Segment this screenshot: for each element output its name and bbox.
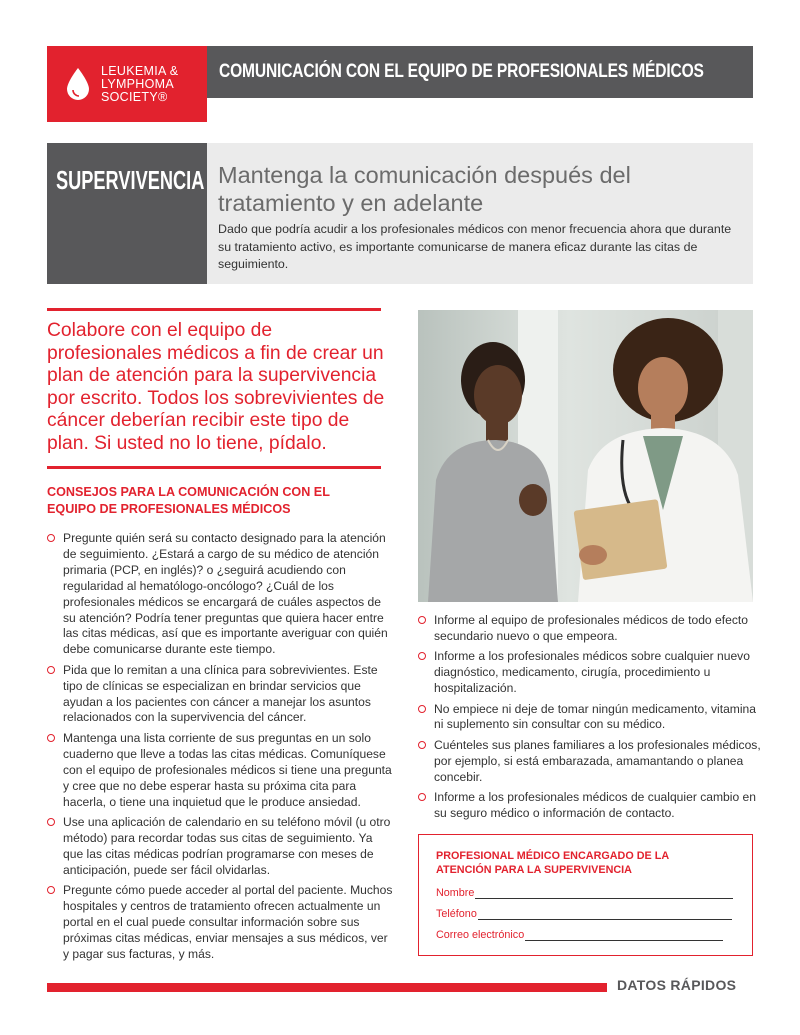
list-item <box>418 613 763 645</box>
header-bar <box>207 46 753 98</box>
divider <box>47 308 381 311</box>
email-line[interactable] <box>525 931 723 941</box>
email-field[interactable] <box>436 929 752 941</box>
phone-field[interactable] <box>436 908 752 920</box>
section-text: Dado que podría acudir a los profesionales médicos con menor frecuencia ahora que durante su tratamiento activo, es importante comunicarse de manera eficaz durante las citas de seguimiento. <box>218 222 732 271</box>
section-heading <box>218 161 753 217</box>
bullet-icon <box>47 734 55 742</box>
list-item <box>418 649 763 697</box>
field-label: Teléfono <box>436 908 477 920</box>
name-line[interactable] <box>475 889 733 899</box>
section-heading-line: Mantenga la comunicación después del <box>218 162 631 188</box>
bullet-icon <box>418 652 426 660</box>
intro-callout: Colabore con el equipo de profesionales médicos a fin de crear un plan de atención para la supervivencia por escrito. Todos los sobrevivientes de cáncer deberían recibir este tipo de plan. Si usted no lo tiene, pídalo. <box>47 320 385 454</box>
lls-logo <box>47 46 207 122</box>
bullet-icon <box>47 886 55 894</box>
logo-line: SOCIETY® <box>101 89 168 104</box>
bullet-icon <box>418 793 426 801</box>
tips-list-left <box>47 531 393 967</box>
list-item <box>418 790 763 822</box>
phone-line[interactable] <box>478 910 732 920</box>
list-item-text: Pregunte cómo puede acceder al portal del paciente. Muchos hospitales y centros de tratamiento ofrecen actualmente un portal en el cual puede consultar información sobre sus próximas citas médicas, enviar mensajes a sus médicos, ver y pagar sus facturas, y más. <box>63 883 393 961</box>
list-item <box>47 731 393 811</box>
list-item-text: Cuénteles sus planes familiares a los profesionales médicos, por ejemplo, si está embarazada, amamantando o planea concebir. <box>434 737 761 784</box>
footer-bar <box>47 983 607 992</box>
provider-form <box>418 834 753 956</box>
list-item <box>418 702 763 734</box>
name-field[interactable] <box>436 887 752 899</box>
list-item <box>418 738 763 786</box>
list-item-text: Pida que lo remitan a una clínica para sobrevivientes. Este tipo de clínicas se especializan en brindar servicios que ayudan a los pacientes con cáncer a manejar los asuntos relacionados con la supervivencia del cáncer. <box>63 662 378 725</box>
patient-doctor-photo <box>418 310 753 602</box>
list-item <box>47 663 393 727</box>
bullet-icon <box>418 741 426 749</box>
tips-list-right <box>418 613 763 826</box>
field-label: Nombre <box>436 887 475 899</box>
logo-line: LYMPHOMA <box>101 76 175 91</box>
form-title: PROFESIONAL MÉDICO ENCARGADO DE LA ATENCIÓN PARA LA SUPERVIVENCIA <box>436 850 669 876</box>
logo-line: LEUKEMIA & <box>101 63 179 78</box>
list-item-text: Informe a los profesionales médicos sobre cualquier nuevo diagnóstico, medicamento, cirugía, procedimiento u hospitalización. <box>434 649 750 696</box>
section-label <box>47 143 207 284</box>
photo-illustration <box>418 310 753 602</box>
section-summary <box>207 143 753 284</box>
list-item-text: No empiece ni deje de tomar ningún medicamento, vitamina ni suplemento sin consultar con su médico. <box>434 701 757 732</box>
list-item <box>47 531 393 658</box>
list-item <box>47 815 393 879</box>
list-item-text: Pregunte quién será su contacto designado para la atención de seguimiento. ¿Estará a cargo de su médico de atención primaria (PCP, en inglés)? o ¿seguirá acudiendo con regularidad al hematólogo-oncólogo? ¿Cuál de los profesionales médicos se encargará de cuáles aspectos de su atención? Podría tener preguntas que quiera hacer entre las citas médicas, así que es importante averiguar con quién debe comunicarse durante este tiempo. <box>63 531 388 657</box>
blood-drop-icon <box>65 67 91 101</box>
section-label-text: SUPERVIVENCIA <box>56 165 205 195</box>
list-item-text: Mantenga una lista corriente de sus preguntas en un solo cuaderno que lleve a todas las citas médicas. Comuníquese con el equipo de profesionales médicos si tiene una pregunta y cree que no debe esperar hasta su próxima cita para hacerla, o tiene una inquietud que le produce ansiedad. <box>63 730 392 809</box>
bullet-icon <box>418 705 426 713</box>
bullet-icon <box>418 616 426 624</box>
list-item-text: Use una aplicación de calendario en su teléfono móvil (u otro método) para recordar todas sus citas de seguimiento. Ya que las citas médicas podrían programarse con meses de anticipación, puede ser fácil olvidarlas. <box>63 814 391 877</box>
bullet-icon <box>47 666 55 674</box>
list-item <box>47 883 393 963</box>
bullet-icon <box>47 818 55 826</box>
page-title: COMUNICACIÓN CON EL EQUIPO DE PROFESIONALES MÉDICOS <box>219 61 704 82</box>
logo-text <box>101 65 178 104</box>
list-item-text: Informe a los profesionales médicos de cualquier cambio en su seguro médico o información de contacto. <box>434 790 757 820</box>
list-item-text: Informe al equipo de profesionales médicos de todo efecto secundario nuevo o que empeora. <box>434 613 748 643</box>
bullet-icon <box>47 534 55 542</box>
footer-label: DATOS RÁPIDOS <box>617 977 737 993</box>
divider <box>47 466 381 469</box>
field-label: Correo electrónico <box>436 929 525 941</box>
tips-title: CONSEJOS PARA LA COMUNICACIÓN CON EL EQUIPO DE PROFESIONALES MÉDICOS <box>47 485 330 516</box>
section-heading-line: tratamiento y en adelante <box>218 190 484 216</box>
